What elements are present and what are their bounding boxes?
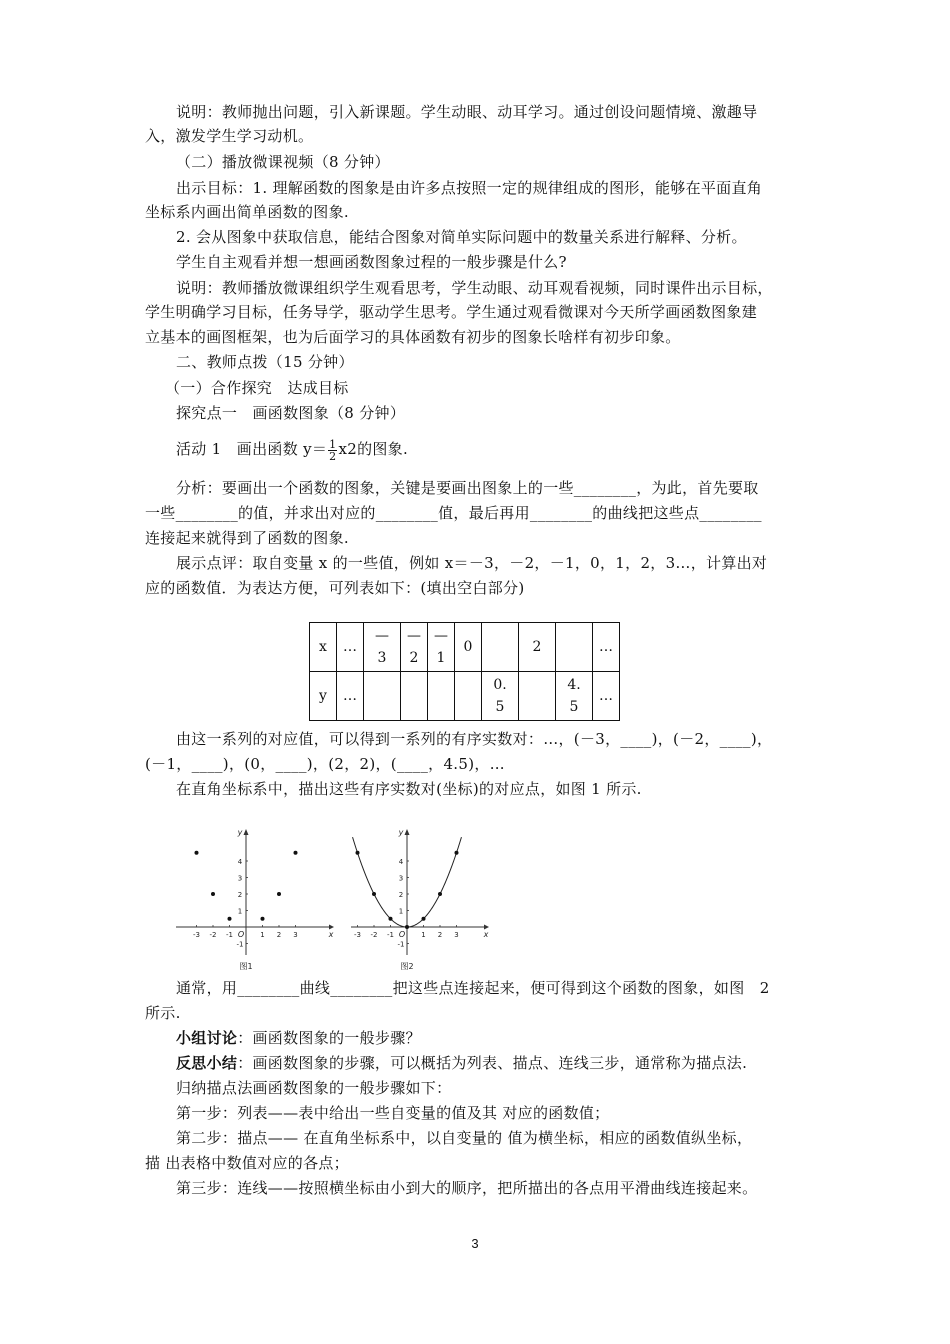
paragraph-line: 坐标系内画出简单函数的图象. <box>145 203 349 221</box>
table-cell: 0. 5 <box>482 672 519 721</box>
x-tick-label: -3 <box>193 931 200 939</box>
paragraph-line: 出示目标：1. 理解函数的图象是由许多点按照一定的规律组成的图形，能够在平面直角 <box>176 179 763 197</box>
table-cell <box>401 672 428 721</box>
x-tick-label: 3 <box>293 931 298 939</box>
paragraph-line: 小组讨论：画函数图象的一般步骤？ <box>176 1029 421 1047</box>
table-cell: … <box>593 672 620 721</box>
table-row-label: x <box>310 623 337 672</box>
step-line: 第一步：列表——表中给出一些自变量的值及其 对应的函数值； <box>176 1104 610 1122</box>
paragraph-line: 学生明确学习目标，任务导学，驱动学生思考。学生通过观看微课对今天所学画函数图象建 <box>145 303 758 321</box>
x-tick-label: -2 <box>370 931 378 939</box>
section-heading: 二、教师点拨（15 分钟） <box>176 353 354 371</box>
y-tick-label: -1 <box>397 940 405 949</box>
paragraph-line: 应的函数值．为表达方便，可列表如下：(填出空白部分) <box>145 579 525 597</box>
paragraph-line: 展示点评：取自变量 x 的一些值，例如 x＝－3，－2，－1，0，1，2，3…，计算出对 <box>176 554 768 572</box>
origin-label: O <box>237 930 245 939</box>
x-axis-arrow <box>329 925 334 930</box>
y-axis-arrow <box>244 829 249 835</box>
data-point <box>277 892 281 896</box>
step-line: 描 出表格中数值对应的各点； <box>145 1154 349 1172</box>
section-heading: （一）合作探究 达成目标 <box>165 379 349 397</box>
data-point <box>195 851 199 855</box>
x-axis-arrow <box>484 925 489 930</box>
paragraph-line: 通常，用________曲线________把这些点连接起来，便可得到这个函数的图象，如图 2 <box>176 979 770 997</box>
data-point <box>405 925 409 929</box>
paragraph-line: 入，激发学生学习动机。 <box>145 127 314 145</box>
paragraph-line: 归纳描点法画函数图象的一般步骤如下： <box>176 1079 452 1097</box>
paragraph-line: 连接起来就得到了函数的图象. <box>145 529 349 547</box>
data-point <box>455 851 459 855</box>
data-point <box>294 851 298 855</box>
data-point <box>356 851 360 855</box>
paragraph-line: 立基本的画图框架，也为后面学习的具体函数有初步的图象长啥样有初步印象。 <box>145 328 681 346</box>
y-tick-label: 4 <box>237 858 243 866</box>
paragraph-line: 分析：要画出一个函数的图象，关键是要画出图象上的一些________，为此，首先要取 <box>176 479 759 497</box>
x-tick-label: -1 <box>226 931 233 939</box>
y-tick-label: -1 <box>236 940 244 949</box>
table-cell: … <box>593 623 620 672</box>
paragraph-line: 2. 会从图象中获取信息，能结合图象对简单实际问题中的数量关系进行解释、分析。 <box>176 228 747 246</box>
x-tick-label: 3 <box>454 931 459 939</box>
y-tick-label: 4 <box>398 858 404 866</box>
table-cell: 0 <box>455 623 482 672</box>
paragraph-line: 说明：教师抛出问题，引入新课题。学生动眼、动耳学习。通过创设问题情境、激趣导 <box>176 103 758 121</box>
paragraph-line: 所示. <box>145 1004 181 1022</box>
data-point <box>261 917 265 921</box>
table-row-x <box>310 623 620 672</box>
paragraph-line: 反思小结：画函数图象的步骤，可以概括为列表、描点、连线三步，通常称为描点法. <box>176 1054 748 1072</box>
table-cell: … <box>337 672 364 721</box>
activity-text: x2的图象. <box>338 440 409 458</box>
y-axis-label: y <box>398 828 404 837</box>
table-cell <box>482 623 519 672</box>
table-cell <box>364 672 401 721</box>
paragraph-line: 由这一系列的对应值，可以得到一系列的有序实数对：…，(－3，____)，(－2，____)， <box>176 730 773 748</box>
y-tick-label: 3 <box>237 874 243 883</box>
x-tick-label: 1 <box>260 931 265 939</box>
data-point <box>228 917 232 921</box>
x-tick-label: 2 <box>276 931 282 939</box>
figure-caption: 图1 <box>239 962 253 971</box>
y-tick-label: 2 <box>398 891 404 899</box>
x-tick-label: -3 <box>354 931 361 939</box>
x-tick-label: 1 <box>421 931 426 939</box>
paragraph-line: 说明：教师播放微课组织学生观看思考，学生动眼、动耳观看视频，同时课件出示目标， <box>176 279 773 297</box>
x-tick-label: -2 <box>209 931 217 939</box>
y-tick-label: 3 <box>398 874 404 883</box>
table-cell <box>556 623 593 672</box>
y-tick-label: 1 <box>398 907 404 916</box>
paragraph-line: (－1，____)，(0，____)，(2，2)，(____，4.5)，… <box>145 755 505 773</box>
x-axis-label: x <box>483 930 489 939</box>
paragraph-line: 学生自主观看并想一想画函数图象过程的一般步骤是什么? <box>176 253 567 271</box>
origin-label: O <box>398 930 406 939</box>
table-cell: — 3 <box>364 623 401 672</box>
page-number: 3 <box>471 1236 479 1251</box>
figure-2-parabola <box>347 826 492 976</box>
table-cell <box>455 672 482 721</box>
data-point <box>422 917 426 921</box>
fraction-one-half: $\frac{1}{2}$ <box>329 437 337 463</box>
y-tick-label: 1 <box>237 907 243 916</box>
y-axis-arrow <box>405 829 410 835</box>
figure-1-scatter-points <box>172 826 337 976</box>
data-point <box>389 917 393 921</box>
step-line: 第二步：描点—— 在直角坐标系中，以自变量的 值为横坐标，相应的函数值纵坐标， <box>176 1129 753 1147</box>
x-tick-label: -1 <box>387 931 394 939</box>
table-cell: — 1 <box>428 623 455 672</box>
paragraph-line: 在直角坐标系中，描出这些有序实数对(坐标)的对应点，如图 1 所示. <box>176 780 642 798</box>
value-table <box>309 622 620 721</box>
x-tick-label: 2 <box>437 931 443 939</box>
table-row-label: y <box>310 672 337 721</box>
y-tick-label: 2 <box>237 891 243 899</box>
step-line: 第三步：连线——按照横坐标由小到大的顺序，把所描出的各点用平滑曲线连接起来。 <box>176 1179 758 1197</box>
bold-label: 小组讨论 <box>176 1029 238 1047</box>
table-cell: 4. 5 <box>556 672 593 721</box>
section-heading: （二）播放微课视频（8 分钟） <box>176 153 390 171</box>
table-cell: — 2 <box>401 623 428 672</box>
data-point <box>438 892 442 896</box>
paragraph-line: 一些________的值，并求出对应的________值，最后再用________的曲线把这些点________ <box>145 504 762 522</box>
activity-text: 活动 1 画出函数 y＝ <box>176 440 328 458</box>
figure-caption: 图2 <box>400 962 414 971</box>
x-axis-label: x <box>328 930 334 939</box>
section-heading: 探究点一 画函数图象（8 分钟） <box>176 404 406 422</box>
y-axis-label: y <box>237 828 243 837</box>
activity-line <box>176 434 851 464</box>
table-cell <box>428 672 455 721</box>
bold-label: 反思小结 <box>176 1054 238 1072</box>
data-point <box>372 892 376 896</box>
table-cell: 2 <box>519 623 556 672</box>
table-cell: … <box>337 623 364 672</box>
table-cell <box>519 672 556 721</box>
table-row-y <box>310 672 620 721</box>
data-point <box>211 892 215 896</box>
